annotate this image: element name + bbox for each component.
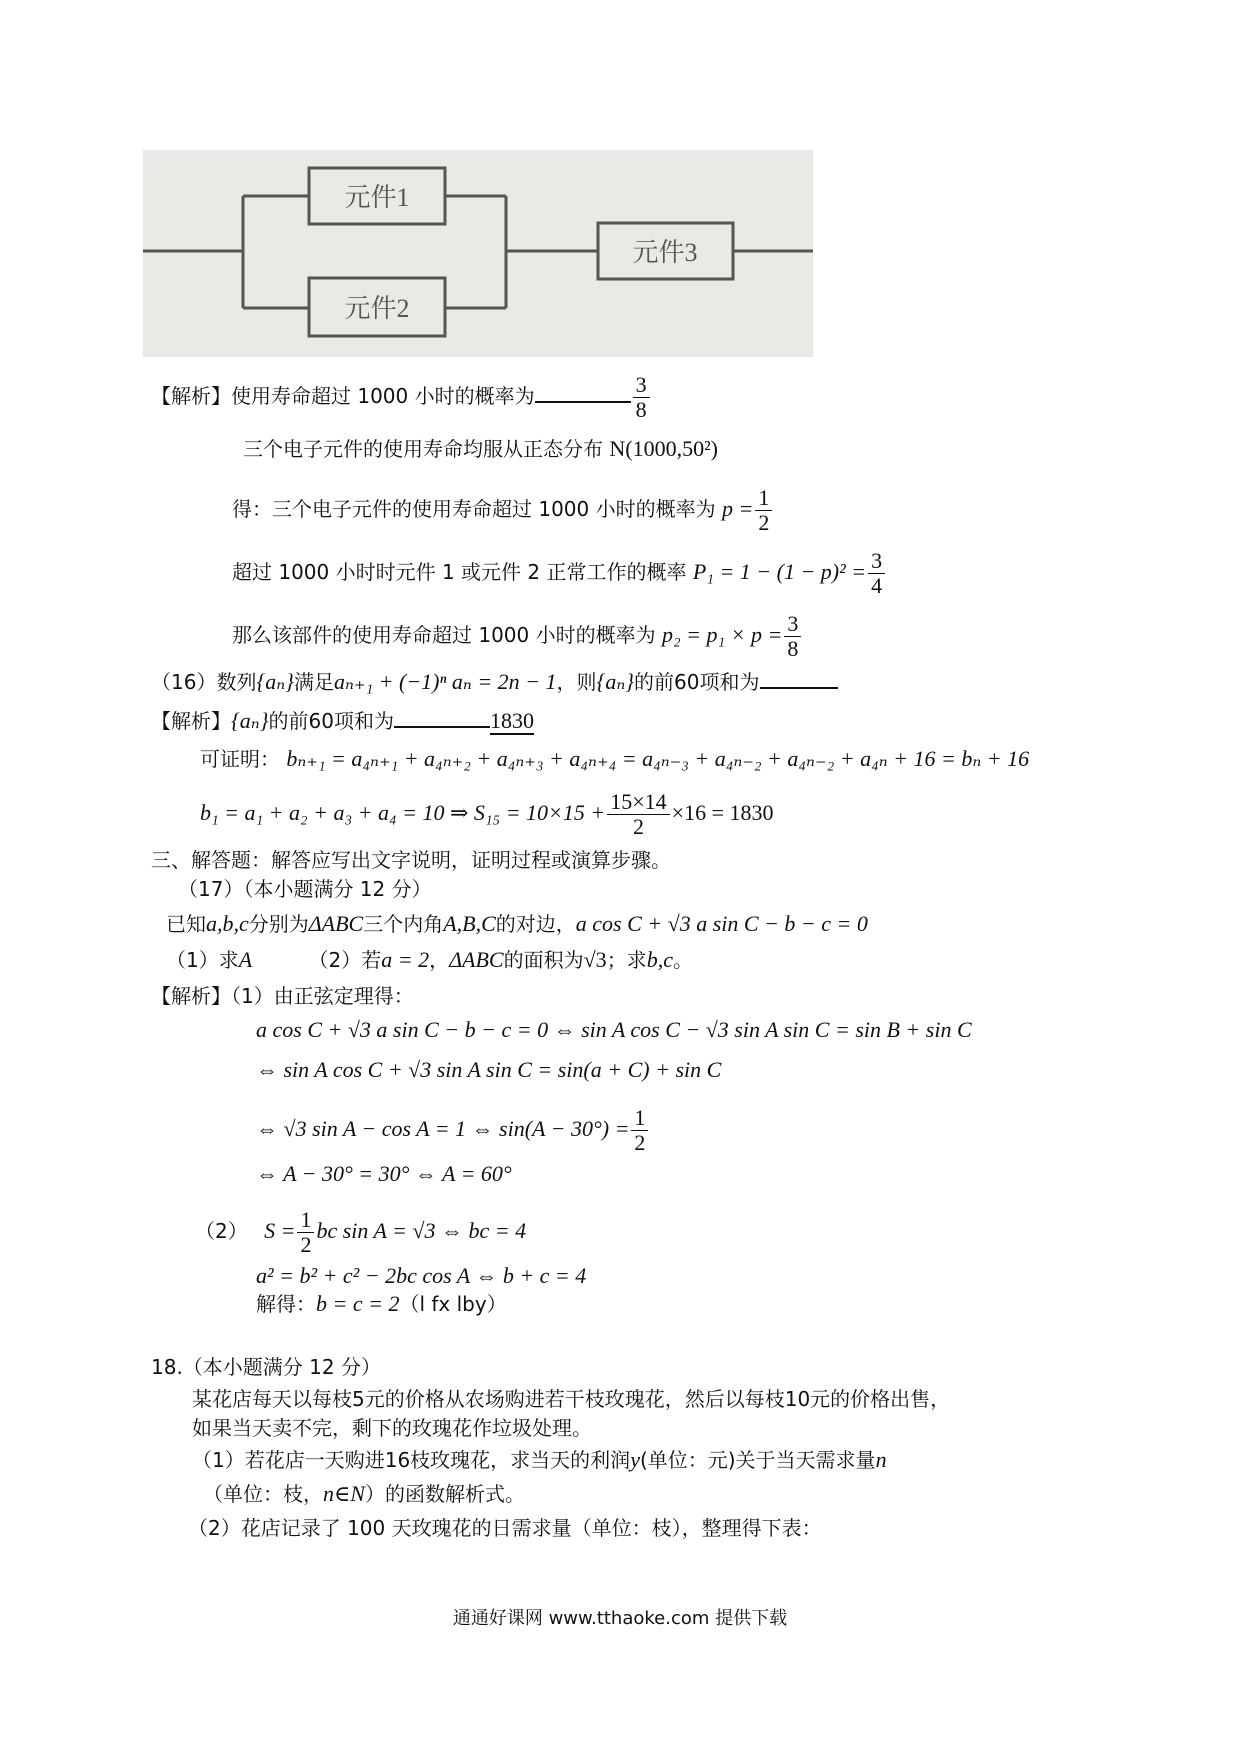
solution-tag: 【解析】 — [151, 709, 231, 733]
q16-solution-text: 的前60项和为 — [268, 709, 394, 733]
q17-step5-left: S = — [264, 1218, 296, 1243]
q18-text1: 某花店每天以每枝5元的价格从农场购进若干枝玫瑰花，然后以每枝10元的价格出售， — [192, 1387, 951, 1411]
fraction-denominator: 4 — [871, 573, 883, 598]
q16-proof-prefix: 可证明： — [200, 747, 280, 771]
q18-text4-suffix: ）的函数解析式。 — [364, 1482, 525, 1506]
q17-given-m3: A,B,C — [443, 911, 496, 936]
fraction-denominator: 2 — [300, 1232, 312, 1257]
q16-solution-math: {aₙ} — [231, 708, 269, 733]
fraction-denominator: 8 — [787, 636, 799, 661]
q17-step2: ⇔ sin A cos C + √3 sin A sin C = sin(a + C) + sin C — [256, 1057, 722, 1082]
q15-line4-text: 那么该部件的使用寿命超过 1000 小时的概率为 — [232, 623, 656, 647]
q16-mid2: ，则 — [556, 670, 597, 694]
q17-part2-m2: ΔABC — [449, 947, 504, 972]
q17-step7 — [256, 1290, 507, 1318]
q16-suffix: 的前60项和为 — [634, 670, 760, 694]
q16-prefix: （16）数列 — [151, 670, 257, 694]
q15-line2 — [232, 486, 774, 535]
answer-blank — [394, 726, 490, 728]
solution-tag: 【解析】 — [151, 384, 231, 408]
q16-sum-fraction — [607, 790, 669, 839]
fraction-numerator: 3 — [868, 549, 885, 574]
q17-part2-m1: a = 2 — [381, 947, 430, 972]
q16-sum-right: ×16 = 1830 — [671, 800, 774, 825]
q16-sum — [200, 790, 774, 839]
q16-math1: {aₙ} — [256, 669, 294, 694]
q17-given-mid2: 三个内角 — [363, 912, 444, 936]
q17-given-m2: ΔABC — [308, 911, 364, 936]
q17-part1-math: A — [238, 947, 253, 972]
q18-text3 — [192, 1446, 887, 1474]
q16-solution — [151, 707, 534, 735]
q17-part2-mid: ， — [429, 948, 450, 972]
q18-text4 — [203, 1480, 525, 1508]
q17-step3-left: ⇔ √3 sin A − cos A = 1 ⇔ sin(A − 30°) = — [256, 1116, 630, 1141]
q15-line2-math: p = — [721, 496, 754, 521]
q17-step5-fraction — [297, 1208, 314, 1257]
q17-step4: ⇔ A − 30° = 30° ⇔ A = 60° — [256, 1161, 512, 1186]
q17-title: （17）（本小题满分 12 分） — [178, 877, 432, 901]
q15-line3 — [232, 549, 887, 598]
q16-proof-math: bₙ₊₁ = a₄ₙ₊₁ + a₄ₙ₊₂ + a₄ₙ₊₃ + a₄ₙ₊₄ = a₄ₙ₋₃ + a₄ₙ₋₂ + a₄ₙ₋₂ + a₄ₙ + 16 = bₙ + 16 — [286, 746, 1030, 771]
q17-part2-m4: b,c — [646, 947, 673, 972]
q16-answer: 1830 — [489, 708, 534, 733]
fraction-numerator: 3 — [784, 612, 801, 637]
q15-answer-fraction — [633, 373, 650, 422]
q18-text3-m2: n — [875, 1447, 887, 1472]
q17-parts — [166, 946, 693, 974]
q17-part1: （1）求 — [166, 948, 239, 972]
q17-step5 — [195, 1208, 526, 1257]
q18-text5: （2）花店记录了 100 天玫瑰花的日需求量（单位：枝），整理得下表： — [188, 1516, 822, 1540]
q15-solution-line — [151, 373, 652, 422]
q17-given-prefix: 已知 — [166, 912, 206, 936]
q15-line1-text: 三个电子元件的使用寿命均服从正态分布 — [243, 437, 603, 461]
q17-given — [166, 910, 868, 938]
q18-text3-m1: y — [630, 1447, 640, 1472]
q18-text2: 如果当天卖不完，剩下的玫瑰花作垃圾处理。 — [192, 1416, 592, 1440]
q17-solution-1: （1）由正弦定理得： — [231, 984, 414, 1008]
fraction-denominator: 8 — [635, 397, 647, 422]
component2-label: 元件2 — [344, 294, 410, 323]
q15-line1-math: N(1000,50²) — [609, 436, 718, 461]
q18-text4-math: n∈N — [323, 1481, 365, 1506]
answer-blank — [760, 687, 838, 689]
q17-step5-right: bc sin A = √3 ⇔ bc = 4 — [316, 1218, 527, 1243]
q16-sum-left: b₁ = a₁ + a₂ + a₃ + a₄ = 10 ⇒ S₁₅ = 10×15 + — [200, 800, 606, 825]
fraction-numerator: 15×14 — [607, 790, 669, 815]
q15-line4-fraction — [784, 612, 801, 661]
fraction-numerator: 1 — [631, 1106, 648, 1131]
q17-step1: a cos C + √3 a sin C − b − c = 0 ⇔ sin A cos C − √3 sin A sin C = sin B + sin C — [256, 1017, 972, 1042]
q17-step3-fraction — [631, 1106, 648, 1155]
q17-solution-head — [151, 982, 414, 1010]
fraction-denominator: 2 — [634, 1130, 646, 1155]
circuit-diagram-svg — [143, 150, 813, 357]
answer-blank — [535, 401, 631, 403]
q16-math2: aₙ₊₁ + (−1)ⁿ aₙ = 2n − 1 — [333, 669, 557, 694]
q18-text3-mid: (单位：元)关于当天需求量 — [639, 1448, 876, 1472]
q18-text4-prefix: （单位：枝， — [203, 1482, 323, 1506]
section3-heading: 三、解答题：解答应写出文字说明，证明过程或演算步骤。 — [151, 848, 671, 872]
q16-math3: {aₙ} — [596, 669, 635, 694]
q17-step7-suffix: （l fx lby） — [399, 1292, 507, 1316]
q16-mid: 满足 — [293, 670, 334, 694]
circuit-diagram — [143, 150, 813, 357]
q15-line2-fraction — [755, 486, 772, 535]
q16-question — [151, 668, 838, 696]
q18-title: 18.（本小题满分 12 分） — [151, 1355, 381, 1379]
q17-part2: （2）若 — [308, 948, 382, 972]
fraction-denominator: 2 — [632, 814, 644, 839]
q17-part2-m3: √3 — [583, 947, 607, 972]
q15-line1 — [243, 435, 718, 463]
component3-label: 元件3 — [632, 238, 698, 267]
q18-text3-prefix: （1）若花店一天购进16枝玫瑰花，求当天的利润 — [192, 1448, 631, 1472]
q17-given-m4: a cos C + √3 a sin C − b − c = 0 — [575, 911, 868, 936]
q17-given-m1: a,b,c — [206, 911, 249, 936]
solution-tag: 【解析】 — [151, 984, 231, 1008]
q17-step7-prefix: 解得： — [256, 1292, 316, 1316]
fraction-numerator: 1 — [755, 486, 772, 511]
q16-proof — [200, 745, 1029, 773]
q17-part2-label: （2） — [195, 1219, 248, 1243]
fraction-numerator: 3 — [633, 373, 650, 398]
q15-solution-text: 使用寿命超过 1000 小时的概率为 — [231, 384, 535, 408]
q17-given-mid3: 的对边， — [495, 912, 576, 936]
q15-line3-fraction — [868, 549, 885, 598]
fraction-numerator: 1 — [297, 1208, 314, 1233]
q17-part2-end: 。 — [672, 948, 693, 972]
q15-line4 — [232, 612, 803, 661]
page-footer: 通通好课网 www.tthaoke.com 提供下载 — [452, 1608, 788, 1629]
q15-line4-math: p₂ = p₁ × p = — [661, 622, 783, 647]
q17-step7-math: b = c = 2 — [316, 1291, 400, 1316]
q17-step6: a² = b² + c² − 2bc cos A ⇔ b + c = 4 — [256, 1263, 587, 1288]
q17-part2-mid2: 的面积为 — [503, 948, 584, 972]
fraction-denominator: 2 — [758, 510, 770, 535]
component1-label: 元件1 — [344, 183, 410, 212]
q15-line3-text: 超过 1000 小时时元件 1 或元件 2 正常工作的概率 — [232, 560, 687, 584]
q15-line2-text: 得：三个电子元件的使用寿命超过 1000 小时的概率为 — [232, 497, 716, 521]
q17-part2-mid3: ；求 — [606, 948, 647, 972]
q17-step3 — [256, 1106, 650, 1155]
q15-line3-math: P₁ = 1 − (1 − p)² = — [692, 559, 867, 584]
q17-given-mid: 分别为 — [248, 912, 309, 936]
